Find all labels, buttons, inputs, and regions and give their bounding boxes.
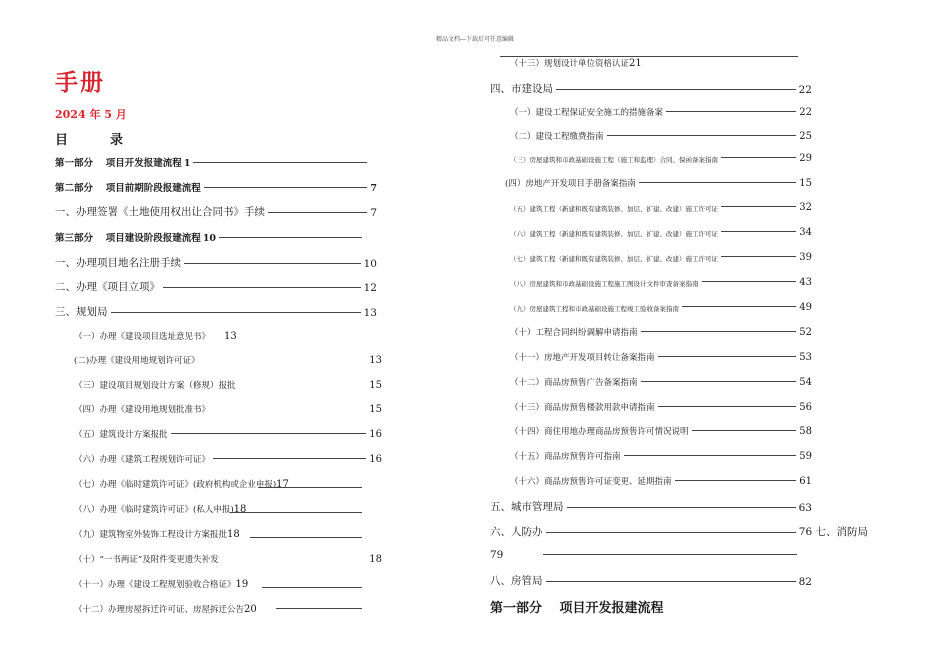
toc-leader [213,408,366,409]
toc-entry[interactable] [510,425,812,437]
toc-leader [219,237,362,238]
toc-entry[interactable] [490,524,868,539]
toc-entry-title: （二）建设工程缴费指南 [510,132,604,142]
toc-leader [556,89,796,90]
document-date: 2024 年 5 月 [55,108,127,121]
toc-leader [641,331,797,332]
toc-heading-left: 目 [55,133,69,148]
toc-entry-page: 21 [629,58,642,69]
toc-entry-title: （九）房屋建筑工程和市政基础设施工程竣工验收备案指南 [510,305,679,313]
toc-entry-title: （十三）规划设计单位资格认证 [510,59,630,69]
toc-entry-title: （九）建筑物室外装饰工程设计方案报批 [74,530,228,540]
toc-entry-title: 五、城市管理局 [490,501,564,513]
toc-entry[interactable] [510,326,812,338]
toc-leader [641,381,797,382]
toc-entry-title: （十三）商品房预售楼款用款申请指南 [510,403,655,413]
toc-entry-title: 一、办理项目地名注册手续 [55,257,181,269]
toc-entry-title: （五）建筑工程（新建和既有建筑装修、加层、扩建、改建）施工许可证 [510,205,718,213]
toc-leader [721,157,796,158]
toc-leader [645,62,807,63]
toc-entry-page: 15 [369,404,382,415]
toc-leader [251,583,363,584]
toc-entry-title: 79 [490,549,504,561]
toc-entry-title: 第一部分 项目开发报建流程 [55,158,182,169]
toc-leader [240,335,371,336]
toc-entry-title: （十五）商品房预售许可指南 [510,452,621,462]
toc-entry-title: 一、办理签署《土地使用权出让合同书》手续 [55,206,265,218]
toc-leader [702,281,797,282]
toc-entry-title: （十二）办理房屋拆迁许可证、房屋拆迁公告 [74,605,245,615]
toc-entry-page: 10 [363,258,377,270]
toc-entry[interactable] [510,153,812,164]
toc-entry[interactable] [74,453,382,465]
toc-leader [193,162,367,163]
toc-leader [639,182,796,183]
toc-entry[interactable] [74,330,374,342]
toc-entry-title: （十一）办理《建设工程规划验收合格证》 [74,580,236,590]
toc-entry[interactable] [55,255,377,270]
toc-entry[interactable] [74,478,366,490]
toc-entry-title: （十）“一书两证”及附件变更遗失补发 [74,555,219,565]
toc-entry-page: 7 [370,207,377,219]
toc-entry-title: （三）房屋建筑和市政基础设施工程（施工和监理）合同、保函备案指南 [510,156,718,164]
toc-entry-page: 18 [227,529,240,540]
toc-entry-page: 17 [276,479,289,490]
toc-entry[interactable] [510,277,812,288]
toc-leader [239,384,367,385]
toc-entry-page: 13 [369,355,382,366]
toc-leader [213,458,366,459]
toc-entry-page: 15 [799,178,812,189]
section-heading-text: 第一部分 项目开发报建流程 [490,601,664,616]
toc-entry[interactable] [490,81,812,96]
toc-entry-page: 59 [799,451,812,462]
toc-entry-title: （十二）商品房预售广告备案指南 [510,378,638,388]
toc-entry-page: 18 [369,554,382,565]
toc-leader [204,187,368,188]
toc-leader [658,406,797,407]
toc-leader [543,554,797,555]
toc-leader-line [262,587,362,588]
toc-entry-page: 32 [799,202,812,213]
toc-entry-page: 10 [202,233,217,244]
toc-leader [721,206,796,207]
toc-entry[interactable] [74,354,382,366]
toc-leader [184,263,361,264]
toc-entry-title: 第二部分 项目前期阶段报建流程 [55,183,201,194]
toc-leader [268,212,367,213]
toc-entry-page: 1 [183,158,191,169]
toc-entry-page: 39 [799,252,812,263]
toc-entry-page: 34 [799,227,812,238]
toc-leader [721,256,796,257]
toc-entry[interactable] [74,503,366,515]
toc-entry[interactable] [510,130,812,142]
toc-entry-page: 19 [235,579,249,590]
toc-leader [163,287,361,288]
toc-entry-page: 56 [799,402,812,413]
toc-entry-page: 49 [799,302,812,313]
toc-entry-title: （十六）商品房预售许可证变更、延期指南 [510,477,672,487]
toc-leader [721,231,796,232]
toc-entry[interactable] [74,428,382,440]
toc-leader [292,483,363,484]
toc-entry-page: 82 [798,576,812,588]
toc-entry-page: 13 [363,307,377,319]
toc-entry-title: （十四）商住用地办理商品房预售许可情况说明 [510,427,689,437]
toc-leader [249,508,363,509]
toc-entry-page: 25 [799,131,812,142]
toc-entry[interactable] [510,475,812,487]
toc-entry-page: 20 [244,604,257,615]
toc-entry[interactable] [74,403,382,415]
toc-leader [546,532,796,533]
toc-entry[interactable] [510,106,812,118]
toc-leader-line [276,608,362,609]
toc-heading [55,129,123,148]
toc-entry-page: 13 [224,331,237,342]
toc-entry[interactable] [490,499,812,514]
toc-leader [692,430,797,431]
toc-leader [203,359,367,360]
toc-entry-page: 43 [799,277,812,288]
toc-entry[interactable] [55,304,377,319]
toc-entry-page: 54 [799,377,812,388]
toc-leader [111,312,361,313]
toc-entry[interactable] [510,252,812,263]
toc-entry-title: （七）建筑工程（新建和既有建筑装修、加层、扩建、改建）施工许可证 [510,255,718,263]
toc-leader [675,480,797,481]
toc-entry-title: (二)办理《建设用地规划许可证》 [74,356,200,366]
toc-entry[interactable] [55,230,365,244]
toc-entry-title: （三）建设项目规划设计方案（修规）报批 [74,381,236,391]
toc-entry-page: 61 [799,476,812,487]
toc-leader [171,433,367,434]
toc-entry-page: 53 [799,352,812,363]
toc-entry-title: （六）办理《建筑工程规划许可证》 [74,455,211,465]
toc-leader [222,558,367,559]
toc-entry-page: 52 [799,327,812,338]
toc-leader-line [258,487,362,488]
toc-leader [607,135,797,136]
toc-entry-page: 16 [369,429,382,440]
toc-entry[interactable] [510,202,812,213]
toc-entry[interactable] [505,177,812,189]
toc-entry-page: 63 [798,502,812,514]
toc-entry[interactable] [510,401,812,413]
toc-leader [666,111,796,112]
toc-leader-line [230,512,362,513]
toc-entry[interactable] [74,603,366,615]
toc-entry-title: （八）房屋建筑和市政基础设施工程施工图设计文件审查备案指南 [510,280,699,288]
toc-entry-title: 三、规划局 [55,306,108,318]
toc-entry[interactable] [510,57,810,69]
toc-entry-page: 18 [233,504,247,515]
toc-entry-title: （十）工程合同纠纷调解申请指南 [510,328,638,338]
toc-entry-title: （八）办理《临时建筑许可证》(私人申报) [74,505,234,515]
toc-entry-page: 22 [798,84,812,96]
toc-entry[interactable] [510,351,812,363]
toc-entry[interactable] [55,155,370,169]
section-heading [490,597,810,616]
toc-entry-title: 四、市建设局 [490,83,553,95]
toc-entry[interactable] [74,379,382,391]
toc-entry-title: （五）建筑设计方案报批 [74,430,168,440]
toc-entry-page: 15 [369,380,382,391]
toc-heading-right: 录 [110,133,124,148]
toc-entry-title: 六、人防办 [490,526,543,538]
toc-entry[interactable] [510,376,812,388]
toc-entry-title: （七）办理《临时建筑许可证》(政府机构或企业申报) [74,480,277,490]
toc-entry[interactable] [490,573,812,588]
toc-entry-title: （一）办理《建设项目选址意见书》 [74,332,211,342]
toc-entry-title: （十一）房地产开发项目转让备案指南 [510,353,655,363]
toc-leader [624,455,797,456]
toc-entry[interactable] [74,578,366,590]
toc-entry-title: （四）办理《建设用地规划批准书》 [74,405,211,415]
toc-entry[interactable] [55,204,377,219]
toc-leader-line [250,537,362,538]
toc-entry-title: 第三部分 项目建设阶段报建流程 [55,233,201,244]
toc-entry-page: 16 [369,454,382,465]
toc-entry-page: 22 [799,107,812,118]
toc-entry-page: 76 七、消防局 [798,526,868,538]
toc-entry[interactable] [74,553,382,565]
toc-entry-page: 7 [370,183,377,194]
toc-entry[interactable] [55,180,377,194]
toc-entry[interactable] [490,549,800,561]
toc-entry-title: （一）建设工程保证安全施工的措施备案 [510,108,664,118]
toc-leader [243,533,363,534]
toc-leader [682,306,796,307]
toc-entry[interactable] [510,227,812,238]
toc-leader [658,356,797,357]
toc-entry[interactable] [74,528,366,540]
toc-entry-page: 12 [363,282,377,294]
toc-entry-title: 八、房管局 [490,575,543,587]
toc-entry-title: (四）房地产开发项目手册备案指南 [505,179,636,189]
document-title: 手册 [55,69,105,96]
toc-entry-page: 58 [799,426,812,437]
toc-entry[interactable] [55,279,377,294]
toc-leader [546,581,796,582]
toc-entry[interactable] [510,302,812,313]
toc-entry-title: （六）建筑工程（新建和既有建筑装修、加层、扩建、改建）施工许可证 [510,230,718,238]
toc-entry-page: 29 [799,153,812,164]
toc-entry-title: 二、办理《项目立项》 [55,281,160,293]
toc-entry[interactable] [510,450,812,462]
page-header-note: 精品文档---下载后可任意编辑 [435,36,515,43]
toc-leader [567,507,796,508]
